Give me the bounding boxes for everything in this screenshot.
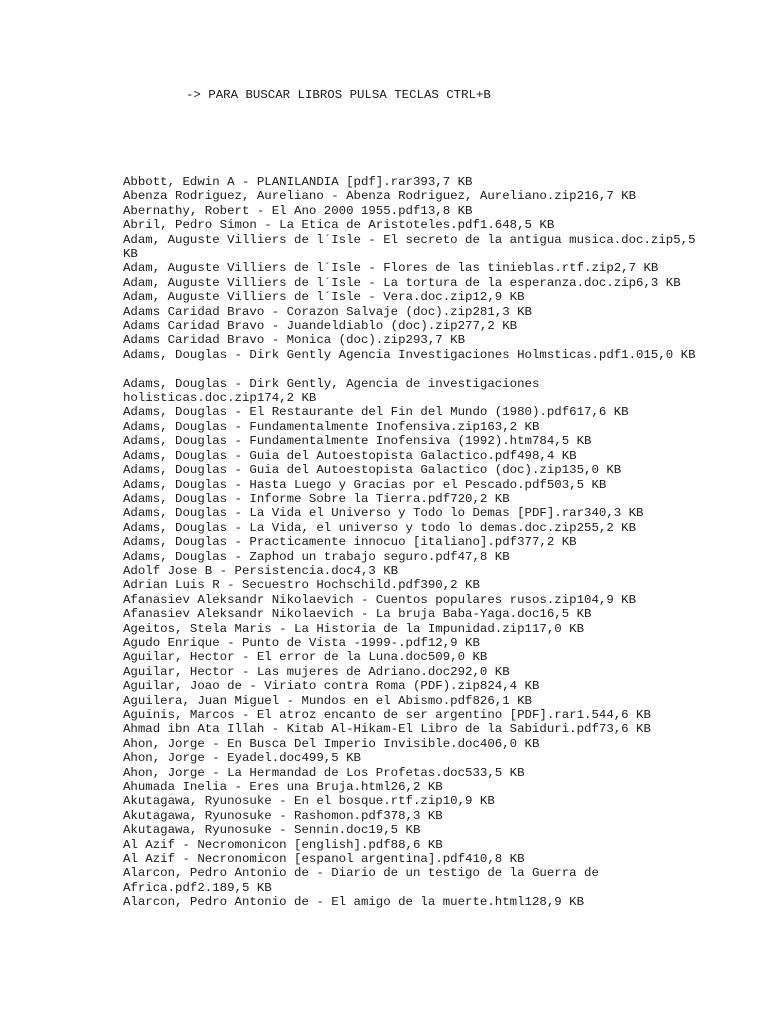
list-item-text: Alarcon, Pedro Antonio de - El amigo de la muerte.html128,9 KB (123, 895, 585, 910)
list-item-text: Abernathy, Robert - El Ano 2000 1955.pdf13,8 KB (123, 203, 473, 218)
list-item-text: Ahmad ibn Ata Illah - Kitab Al-Hikam-El Libro de la Sabiduri.pdf73,6 KB (123, 722, 651, 737)
list-item (74, 794, 714, 808)
list-item (74, 405, 714, 419)
list-item (74, 809, 714, 823)
list-item (74, 348, 714, 362)
list-item-text: Adolf Jose B - Persistencia.doc4,3 KB (123, 563, 399, 578)
list-item-text: Abenza Rodriguez, Aureliano - Abenza Rodriguez, Aureliano.zip216,7 KB (123, 189, 637, 204)
list-item (74, 722, 714, 736)
list-item-text: Adam, Auguste Villiers de l´Isle - Flores de las tinieblas.rtf.zip2,7 KB (123, 261, 659, 276)
list-item-text: Adrian Luis R - Secuestro Hochschild.pdf390,2 KB (123, 578, 480, 593)
list-item-text: Alarcon, Pedro Antonio de - Diario de un testigo de la Guerra de Africa.pdf2.189,5 KB (123, 866, 599, 895)
list-item-text: Aguilar, Hector - Las mujeres de Adriano.doc292,0 KB (123, 664, 510, 679)
list-item (74, 650, 714, 664)
list-item-text: Adams Caridad Bravo - Juandeldiablo (doc).zip277,2 KB (123, 319, 518, 334)
list-item-text: Aguilera, Juan Miguel - Mundos en el Abismo.pdf826,1 KB (123, 693, 532, 708)
list-item (74, 506, 714, 520)
list-item-text: Aguilar, Joao de - Viriato contra Roma (PDF).zip824,4 KB (123, 679, 540, 694)
list-item (74, 305, 714, 319)
list-item (74, 550, 714, 564)
list-item (74, 708, 714, 722)
list-item-text: Akutagawa, Ryunosuke - En el bosque.rtf.zip10,9 KB (123, 794, 495, 809)
list-item-text: Ahon, Jorge - La Hermandad de Los Profetas.doc533,5 KB (123, 765, 525, 780)
list-item-text: Adams Caridad Bravo - Monica (doc).zip293,7 KB (123, 333, 466, 348)
list-item (74, 852, 714, 866)
list-item-text: Ahon, Jorge - En Busca Del Imperio Invisible.doc406,0 KB (123, 736, 540, 751)
list-item (74, 593, 714, 607)
search-instruction: -> PARA BUSCAR LIBROS PULSA TECLAS CTRL+B (186, 88, 491, 102)
list-item (74, 377, 714, 406)
list-item-text: Adams, Douglas - El Restaurante del Fin del Mundo (1980).pdf617,6 KB (123, 405, 629, 420)
list-item-text: Adams, Douglas - Fundamentalmente Inofensiva.zip163,2 KB (123, 419, 540, 434)
list-item-text: Adams, Douglas - Informe Sobre la Tierra.pdf720,2 KB (123, 491, 510, 506)
list-item-text: Ahumada Inelia - Eres una Bruja.html26,2 KB (123, 780, 443, 795)
list-item-text: Adams, Douglas - Zaphod un trabajo seguro.pdf47,8 KB (123, 549, 510, 564)
list-item (74, 521, 714, 535)
list-item (74, 665, 714, 679)
list-item-text: Adams, Douglas - Practicamente innocuo [italiano].pdf377,2 KB (123, 535, 577, 550)
list-item (74, 737, 714, 751)
list-item-text: Adams, Douglas - Guia del Autoestopista Galactico.pdf498,4 KB (123, 448, 577, 463)
list-item (74, 535, 714, 549)
list-item (74, 766, 714, 780)
list-item-text: Adam, Auguste Villiers de l´Isle - La tortura de la esperanza.doc.zip6,3 KB (123, 275, 681, 290)
list-item (74, 218, 714, 232)
list-item (74, 866, 714, 895)
list-item-text: Abbott, Edwin A - PLANILANDIA [pdf].rar393,7 KB (123, 175, 473, 189)
list-item (74, 420, 714, 434)
list-item-text: Agudo Enrique - Punto de Vista -1999-.pdf12,9 KB (123, 635, 480, 650)
list-item (74, 261, 714, 275)
list-item (74, 276, 714, 290)
list-item-text: Afanasiev Aleksandr Nikolaevich - La bruja Baba-Yaga.doc16,5 KB (123, 607, 592, 622)
list-item (74, 492, 714, 506)
list-item-text: Ageitos, Stela Maris - La Historia de la Impunidad.zip117,0 KB (123, 621, 585, 636)
list-item (74, 780, 714, 794)
list-item (74, 636, 714, 650)
list-item-text: Adams Caridad Bravo - Corazon Salvaje (doc).zip281,3 KB (123, 304, 532, 319)
list-item (74, 333, 714, 347)
list-item (74, 175, 714, 189)
list-item-text: Adams, Douglas - La Vida, el universo y todo lo demas.doc.zip255,2 KB (123, 520, 637, 535)
list-item-text: Ahon, Jorge - Eyadel.doc499,5 KB (123, 751, 361, 766)
list-item-text: Al Azif - Necronomicon [espanol argentina].pdf410,8 KB (123, 852, 525, 867)
list-item-text: Abril, Pedro Simon - La Etica de Aristoteles.pdf1.648,5 KB (123, 218, 555, 233)
list-item (74, 233, 714, 262)
list-item-text: Adam, Auguste Villiers de l´Isle - Vera.doc.zip12,9 KB (123, 290, 525, 305)
list-item-text: Al Azif - Necromonicon [english].pdf88,6 KB (123, 837, 443, 852)
list-item (74, 622, 714, 636)
list-item-text: Akutagawa, Ryunosuke - Sennin.doc19,5 KB (123, 823, 421, 838)
list-item (74, 204, 714, 218)
list-item (74, 564, 714, 578)
list-item-text: Akutagawa, Ryunosuke - Rashomon.pdf378,3 KB (123, 808, 443, 823)
list-item-text: Adams, Douglas - Fundamentalmente Inofensiva (1992).htm784,5 KB (123, 434, 592, 449)
list-item (74, 449, 714, 463)
list-item (74, 189, 714, 203)
list-item (74, 823, 714, 837)
list-item (74, 478, 714, 492)
list-item (74, 895, 714, 909)
list-item (74, 319, 714, 333)
list-item-text: Adams, Douglas - Hasta Luego y Gracias por el Pescado.pdf503,5 KB (123, 477, 607, 492)
list-item-text: Afanasiev Aleksandr Nikolaevich - Cuentos populares rusos.zip104,9 KB (123, 592, 637, 607)
list-item (74, 578, 714, 592)
list-item (74, 607, 714, 621)
list-item-text: Adams, Douglas - La Vida el Universo y Todo lo Demas [PDF].rar340,3 KB (123, 506, 644, 521)
list-item-text: Adams, Douglas - Guia del Autoestopista Galactico (doc).zip135,0 KB (123, 463, 622, 478)
list-item (74, 290, 714, 304)
list-item (74, 838, 714, 852)
list-item-text: Aguinis, Marcos - El atroz encanto de ser argentino [PDF].rar1.544,6 KB (123, 708, 651, 723)
list-item (74, 751, 714, 765)
list-item (74, 434, 714, 448)
list-item-text: Aguilar, Hector - El error de la Luna.doc509,0 KB (123, 650, 488, 665)
list-item (74, 679, 714, 693)
list-item-text: Adams, Douglas - Dirk Gently Agencia Investigaciones Holmsticas.pdf1.015,0 KB (123, 347, 696, 362)
list-item-text: Adams, Douglas - Dirk Gently, Agencia de investigaciones holisticas.doc.zip174,2 KB (123, 376, 540, 406)
book-list (74, 175, 714, 910)
list-item (74, 463, 714, 477)
list-item (74, 694, 714, 708)
list-item-text: Adam, Auguste Villiers de l´Isle - El secreto de la antigua musica.doc.zip5,5 KB (123, 232, 696, 262)
